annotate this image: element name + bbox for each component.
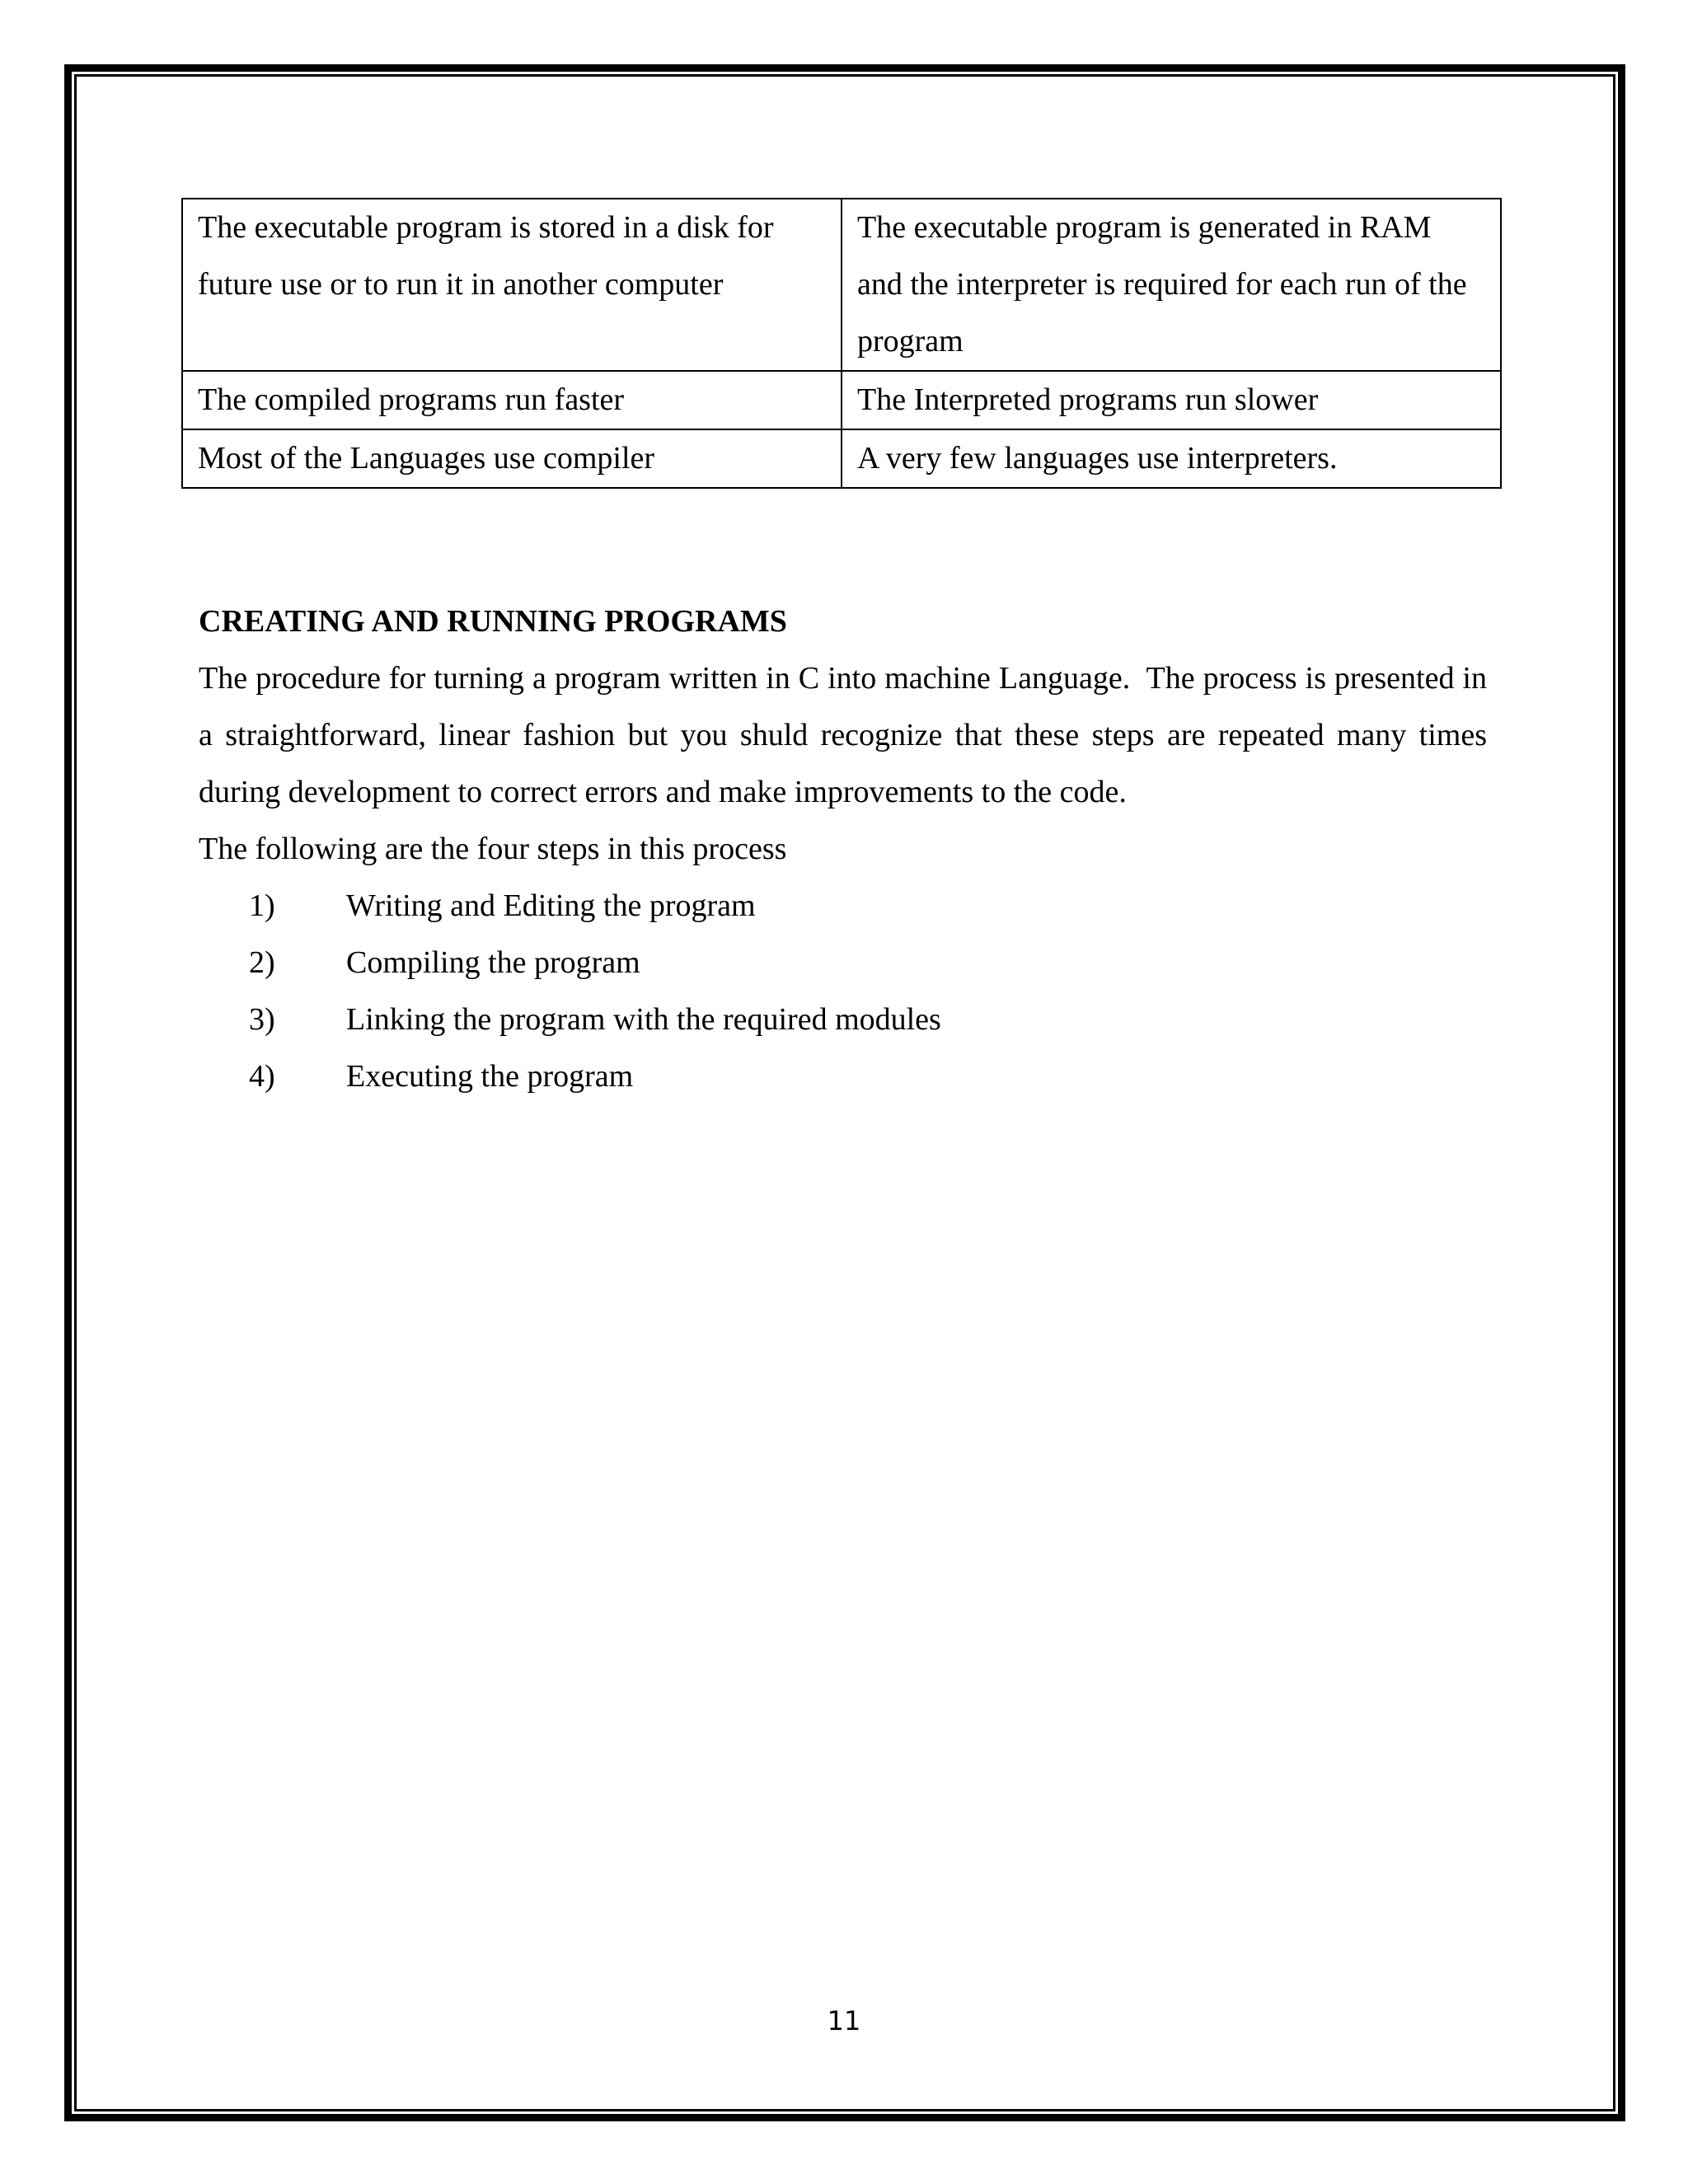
list-item bbox=[199, 1048, 1487, 1105]
table-cell-compiler: Most of the Languages use compiler bbox=[182, 429, 842, 488]
list-item bbox=[199, 878, 1487, 935]
table-row bbox=[182, 429, 1501, 488]
page-number: 11 bbox=[827, 2005, 861, 2036]
step-number: 1) bbox=[249, 888, 275, 923]
table-cell-interpreter: The executable program is generated in RAM and the interpreter is required for each run of the program bbox=[842, 199, 1501, 371]
table-row bbox=[182, 199, 1501, 371]
step-text: Executing the program bbox=[346, 1059, 634, 1094]
list-item bbox=[199, 991, 1487, 1048]
table-cell-interpreter: The Interpreted programs run slower bbox=[842, 371, 1501, 429]
table-row bbox=[182, 371, 1501, 429]
steps-list bbox=[199, 878, 1487, 1105]
step-number: 2) bbox=[249, 945, 275, 980]
section-paragraph: The procedure for turning a program written in C into machine Language. The process is presented in a straightforward, linear fashion but you shuld recognize that these steps are repeated many times during development to correct errors and make improvements to the code. bbox=[199, 661, 1487, 809]
step-number: 3) bbox=[249, 1002, 275, 1037]
step-text: Compiling the program bbox=[346, 945, 640, 980]
step-number: 4) bbox=[249, 1059, 275, 1094]
table-cell-compiler: The executable program is stored in a disk for future use or to run it in another computer bbox=[182, 199, 842, 371]
creating-running-programs-section bbox=[199, 593, 1487, 1105]
steps-intro: The following are the four steps in this process bbox=[199, 832, 787, 866]
table-cell-compiler: The compiled programs run faster bbox=[182, 371, 842, 429]
step-text: Writing and Editing the program bbox=[346, 888, 756, 923]
table-cell-interpreter: A very few languages use interpreters. bbox=[842, 429, 1501, 488]
section-heading: CREATING AND RUNNING PROGRAMS bbox=[199, 604, 787, 639]
comparison-table bbox=[181, 198, 1502, 489]
list-item bbox=[199, 935, 1487, 991]
step-text: Linking the program with the required modules bbox=[346, 1002, 941, 1037]
